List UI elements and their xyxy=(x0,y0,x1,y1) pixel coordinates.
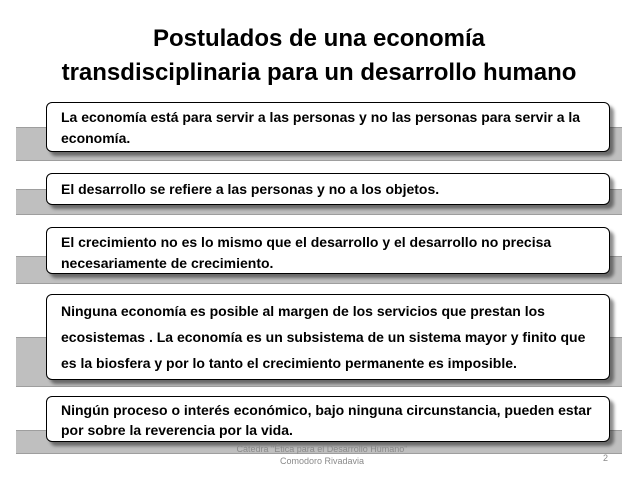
postulate-4: Ninguna economía es posible al margen de los servicios que prestan los ecosistemas . La economía es un subsistema de un sistema mayor y finito que es la biosfera y por lo tanto el crecimiento permanente es imposible. xyxy=(46,294,610,380)
slide-title-line-2: transdisciplinaria para un desarrollo humano xyxy=(61,59,577,86)
footer-course-name: Cátedra "Ética para el Desarrollo Humano" xyxy=(236,444,408,454)
postulate-5: Ningún proceso o interés económico, bajo ninguna circunstancia, pueden estar por sobre la reverencia por la vida. xyxy=(46,396,610,442)
postulate-3: El crecimiento no es lo mismo que el desarrollo y el desarrollo no precisa necesariamente de crecimiento. xyxy=(46,227,610,274)
footer-location: Comodoro Rivadavia xyxy=(279,456,365,466)
postulate-1: La economía está para servir a las personas y no las personas para servir a la economía. xyxy=(46,102,610,152)
page-number: 2 xyxy=(602,453,608,463)
slide-title xyxy=(0,22,638,90)
postulate-2: El desarrollo se refiere a las personas y no a los objetos. xyxy=(46,173,610,205)
slide-footer xyxy=(222,443,422,467)
slide-title-line-1: Postulados de una economía xyxy=(152,25,486,52)
